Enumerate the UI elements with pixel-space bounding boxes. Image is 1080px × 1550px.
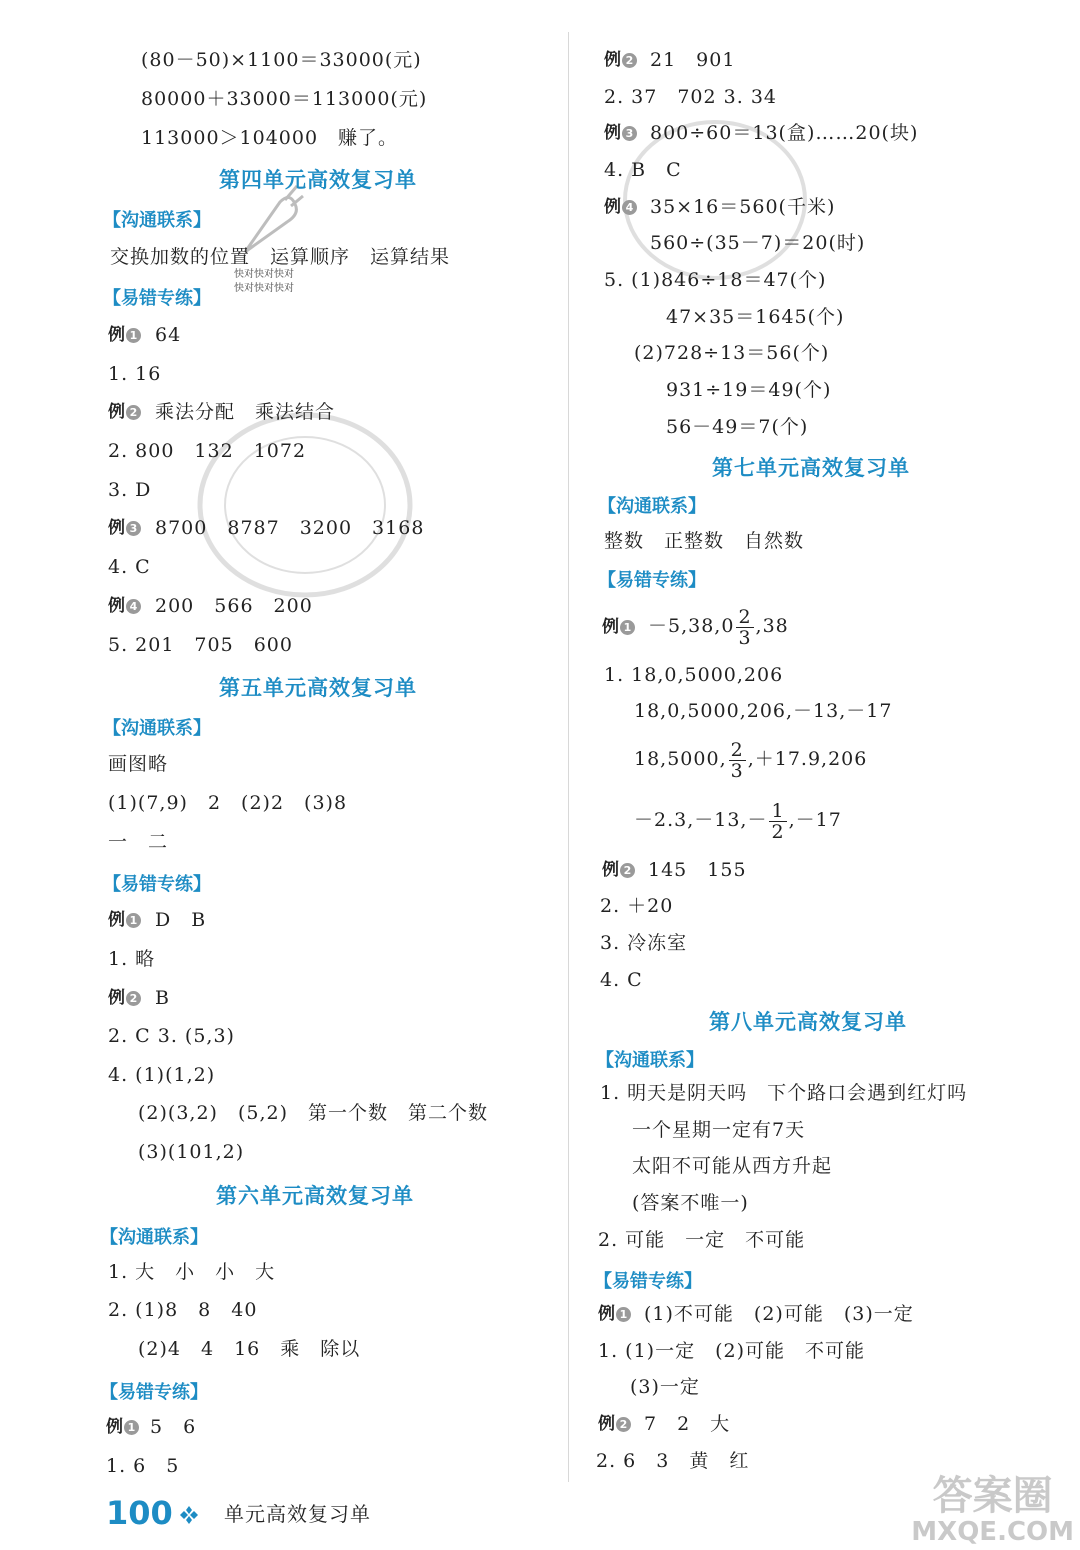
example-number: 4: [126, 599, 141, 614]
section-tag: 【易错专练】: [100, 1382, 208, 1403]
fraction-numerator: 2: [730, 738, 744, 761]
answer-line: D B: [155, 909, 207, 931]
answer-line: 交换加数的位置 运算顺序 运算结果: [110, 246, 451, 268]
section-tag: 【易错专练】: [594, 1271, 702, 1292]
section-tag: 【易错专练】: [598, 570, 706, 591]
answer-line: 560÷(35－7)＝20(时): [650, 232, 866, 254]
answer-line: 18,0,5000,206,－13,－17: [634, 700, 893, 722]
answer-line: 5 6: [150, 1416, 197, 1438]
example-label: 例 2: [602, 858, 635, 882]
example-number: 2: [616, 1417, 631, 1432]
fraction-denominator: 3: [738, 626, 752, 649]
unit4-title: 第四单元高效复习单: [219, 168, 417, 192]
example-label: 例 4: [108, 594, 141, 618]
example-label: 例 1: [598, 1302, 631, 1326]
answer-line: 35×16＝560(千米): [650, 196, 836, 218]
answer-line: 乘法分配 乘法结合: [155, 401, 336, 423]
answer-part: ,38: [755, 615, 789, 637]
example-number: 3: [622, 126, 637, 141]
example-number: 1: [124, 1420, 139, 1435]
example-label: 例 1: [108, 323, 141, 347]
example-number: 4: [622, 200, 637, 215]
example-label: 例 4: [604, 195, 637, 219]
answer-line: 2. 37 702 3. 34: [604, 86, 777, 108]
unit6-title: 第六单元高效复习单: [216, 1184, 414, 1208]
unit8-title: 第八单元高效复习单: [709, 1010, 907, 1034]
example-label: 例 1: [106, 1415, 139, 1439]
answer-line: 一个星期一定有7天: [632, 1119, 806, 1141]
example-number: 3: [126, 521, 141, 536]
example-number: 2: [126, 991, 141, 1006]
answer-line: 145 155: [648, 859, 747, 881]
answer-line: 4. C: [600, 969, 643, 991]
answer-line: 113000＞104000 赚了。: [141, 127, 399, 149]
answer-line: 56－49＝7(个): [666, 416, 809, 438]
answer-line: 2. 800 132 1072: [108, 440, 307, 462]
answer-line: 4. C: [108, 556, 151, 578]
answer-line: 3. D: [108, 479, 152, 501]
answer-line: (80－50)×1100＝33000(元): [141, 49, 422, 71]
answer-part: 18,5000,: [634, 748, 727, 770]
example-number: 2: [126, 405, 141, 420]
answer-line: (2)4 4 16 乘 除以: [138, 1338, 361, 1360]
example-number: 1: [616, 1307, 631, 1322]
section-tag: 【易错专练】: [103, 874, 211, 895]
answer-line: 5. 201 705 600: [108, 634, 293, 656]
fraction-numerator: 2: [738, 605, 752, 628]
answer-line: [634, 733, 867, 785]
answer-line: 47×35＝1645(个): [666, 306, 845, 328]
answer-line: 80000＋33000＝113000(元): [141, 88, 428, 110]
answer-line: 一 二: [108, 831, 169, 853]
section-tag: 【沟通联系】: [103, 210, 211, 231]
answer-line: (1)(7,9) 2 (2)2 (3)8: [108, 792, 348, 814]
answer-line: 2. C 3. (5,3): [108, 1025, 235, 1047]
answer-line: 2. 6 3 黄 红: [596, 1450, 750, 1472]
answer-line: 8700 8787 3200 3168: [155, 517, 425, 539]
diamond-cluster-icon: [180, 1506, 198, 1524]
answer-line: 800÷60＝13(盒)……20(块): [650, 122, 919, 144]
answer-line: 64: [155, 324, 182, 346]
unit7-title: 第七单元高效复习单: [712, 456, 910, 480]
section-tag: 【沟通联系】: [103, 718, 211, 739]
answer-part: ,－17: [788, 809, 842, 831]
answer-line: 1. 6 5: [106, 1455, 180, 1477]
site-logo-bottom: MXQE.COM: [911, 1517, 1074, 1547]
fraction: [769, 801, 786, 842]
example-number: 1: [126, 328, 141, 343]
example-label: 例 2: [108, 986, 141, 1010]
section-tag: 【沟通联系】: [598, 496, 706, 517]
answer-line: (3)(101,2): [138, 1141, 245, 1163]
example-label: 例 2: [604, 48, 637, 72]
fraction-numerator: 1: [771, 799, 785, 822]
example-label: 例 1: [602, 615, 635, 639]
stamp-watermark-icon: [190, 400, 420, 610]
example-label: 例 1: [108, 908, 141, 932]
answer-line: 2. ＋20: [600, 895, 674, 917]
page-number: 100: [106, 1494, 173, 1532]
answer-line: 画图略: [108, 753, 169, 775]
example-label: 例 3: [604, 121, 637, 145]
example-number: 1: [620, 620, 635, 635]
section-tag: 【沟通联系】: [100, 1227, 208, 1248]
answer-line: 1. 略: [108, 948, 156, 970]
answer-part: －5,38,0: [648, 615, 735, 637]
example-label: 例 2: [598, 1412, 631, 1436]
section-tag: 【沟通联系】: [596, 1050, 704, 1071]
column-divider: [568, 32, 569, 1482]
answer-line: (3)一定: [630, 1376, 700, 1398]
example-number: 2: [620, 863, 635, 878]
answer-line: 7 2 大: [644, 1413, 731, 1435]
fraction-denominator: 3: [730, 759, 744, 782]
example-label: 例 3: [108, 516, 141, 540]
answer-line: B: [155, 987, 170, 1009]
answer-line: 5. (1)846÷18＝47(个): [604, 269, 827, 291]
answer-line: 1. (1)一定 (2)可能 不可能: [598, 1340, 865, 1362]
watermark-text: [234, 268, 294, 296]
answer-line: (2)(3,2) (5,2) 第一个数 第二个数: [138, 1102, 488, 1124]
fraction: [736, 607, 753, 648]
answer-line: [648, 600, 789, 652]
answer-line: 4. (1)(1,2): [108, 1064, 216, 1086]
footer-title: 单元高效复习单: [224, 1502, 371, 1526]
answer-line: (2)728÷13＝56(个): [634, 342, 830, 364]
section-tag: 【易错专练】: [103, 288, 211, 309]
answer-line: 931÷19＝49(个): [666, 379, 832, 401]
answer-part: ,＋17.9,206: [747, 748, 868, 770]
example-number: 1: [126, 913, 141, 928]
example-number: 2: [622, 53, 637, 68]
answer-line: 整数 正整数 自然数: [604, 530, 805, 552]
answer-line: 4. B C: [604, 159, 682, 181]
answer-line: 太阳不可能从西方升起: [632, 1155, 833, 1177]
answer-line: [634, 794, 842, 846]
watermark-line: 快对快对快对: [234, 283, 294, 294]
answer-line: 1. 16: [108, 363, 162, 385]
answer-line: 21 901: [650, 49, 736, 71]
answer-line: 1. 18,0,5000,206: [604, 664, 784, 686]
answer-line: 2. 可能 一定 不可能: [598, 1229, 806, 1251]
watermark-line: 快对快对快对: [234, 269, 294, 280]
answer-line: 3. 冷冻室: [600, 932, 688, 954]
example-label: 例 2: [108, 400, 141, 424]
site-logo: [911, 1474, 1074, 1546]
fraction-denominator: 2: [771, 820, 785, 843]
answer-line: (答案不唯一): [632, 1192, 749, 1214]
fraction: [729, 740, 746, 781]
answer-line: 1. 明天是阴天吗 下个路口会遇到红灯吗: [600, 1082, 968, 1104]
answer-line: 200 566 200: [155, 595, 313, 617]
site-logo-top: 答案圈: [932, 1473, 1053, 1519]
unit5-title: 第五单元高效复习单: [219, 676, 417, 700]
answer-line: (1)不可能 (2)可能 (3)一定: [644, 1303, 914, 1325]
answer-part: －2.3,－13,－: [634, 809, 768, 831]
answer-line: 1. 大 小 小 大: [108, 1261, 276, 1283]
answer-line: 2. (1)8 8 40: [108, 1299, 258, 1321]
